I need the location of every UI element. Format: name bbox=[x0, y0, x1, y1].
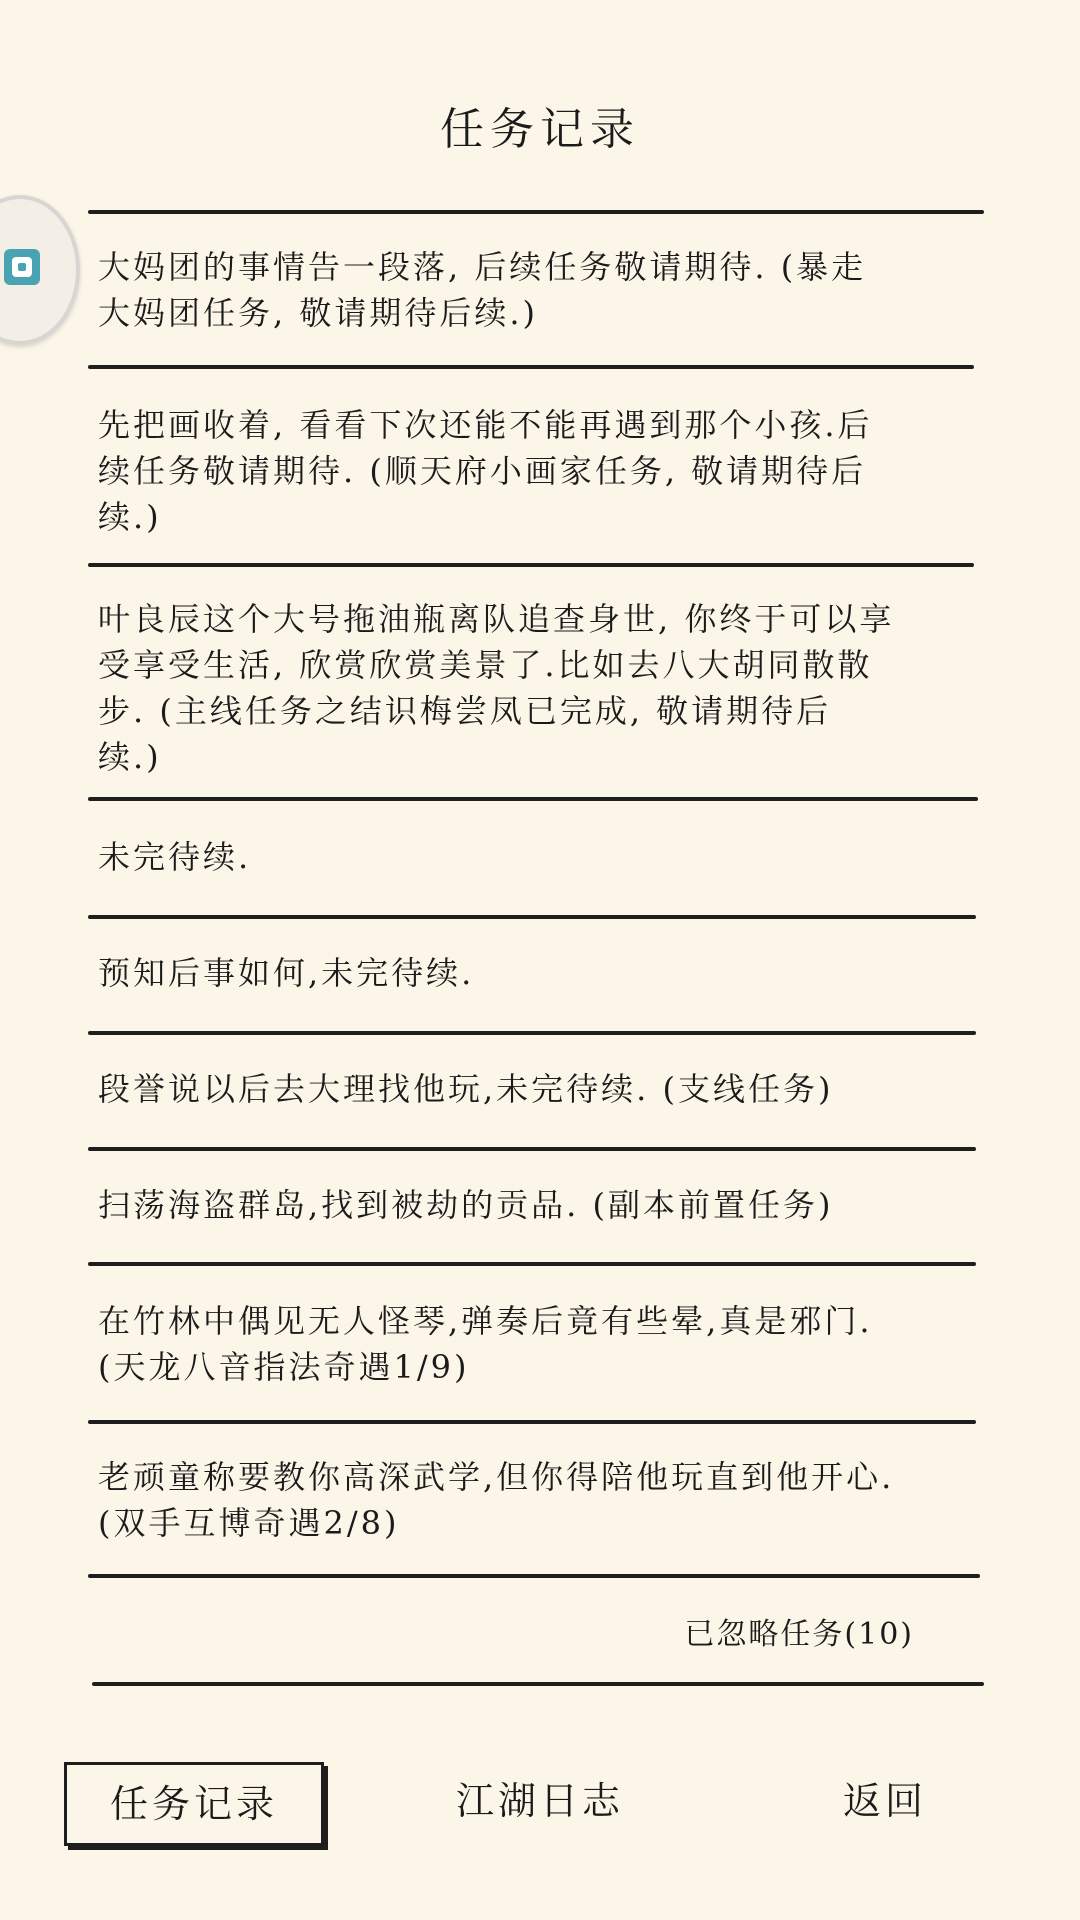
task-entry[interactable]: 扫荡海盗群岛,找到被劫的贡品. (副本前置任务) bbox=[98, 1186, 834, 1224]
floating-app-button[interactable] bbox=[0, 195, 80, 345]
divider bbox=[88, 1420, 976, 1424]
divider bbox=[88, 563, 974, 567]
divider bbox=[88, 915, 976, 919]
divider bbox=[88, 210, 984, 214]
back-button[interactable]: 返回 bbox=[842, 1779, 927, 1823]
divider bbox=[88, 1147, 976, 1151]
divider bbox=[88, 365, 974, 369]
task-entry[interactable]: 先把画收着, 看看下次还能不能再遇到那个小孩.后 续任务敬请期待. (顺天府小画家任务, 敬请期待后 续.) bbox=[98, 406, 873, 536]
page-title: 任务记录 bbox=[440, 104, 640, 155]
divider bbox=[88, 797, 978, 801]
tab-task-records[interactable]: 任务记录 bbox=[64, 1762, 324, 1846]
task-entry[interactable]: 叶良辰这个大号拖油瓶离队追查身世, 你终于可以享 受享受生活, 欣赏欣赏美景了.比如去八大胡同散散 步. (主线任务之结识梅尝凤已完成, 敬请期待后 续.) bbox=[98, 600, 895, 776]
task-entry[interactable]: 在竹林中偶见无人怪琴,弹奏后竟有些晕,真是邪门. (天龙八音指法奇遇1/9) bbox=[98, 1302, 873, 1386]
divider bbox=[88, 1262, 976, 1266]
task-entry[interactable]: 未完待续. bbox=[98, 838, 252, 876]
task-entry[interactable]: 大妈团的事情告一段落, 后续任务敬请期待. (暴走 大妈团任务, 敬请期待后续.) bbox=[98, 248, 867, 332]
tab-jianghu-log[interactable]: 江湖日志 bbox=[455, 1779, 624, 1823]
divider bbox=[88, 1574, 980, 1578]
task-entry[interactable]: 段誉说以后去大理找他玩,未完待续. (支线任务) bbox=[98, 1070, 834, 1108]
task-entry[interactable]: 老顽童称要教你高深武学,但你得陪他玩直到他开心. (双手互博奇遇2/8) bbox=[98, 1458, 895, 1542]
divider bbox=[88, 1031, 976, 1035]
app-badge-icon bbox=[4, 245, 44, 289]
divider bbox=[92, 1682, 984, 1686]
ignored-tasks-link[interactable]: 已忽略任务(10) bbox=[684, 1617, 914, 1652]
task-entry[interactable]: 预知后事如何,未完待续. bbox=[98, 954, 475, 992]
